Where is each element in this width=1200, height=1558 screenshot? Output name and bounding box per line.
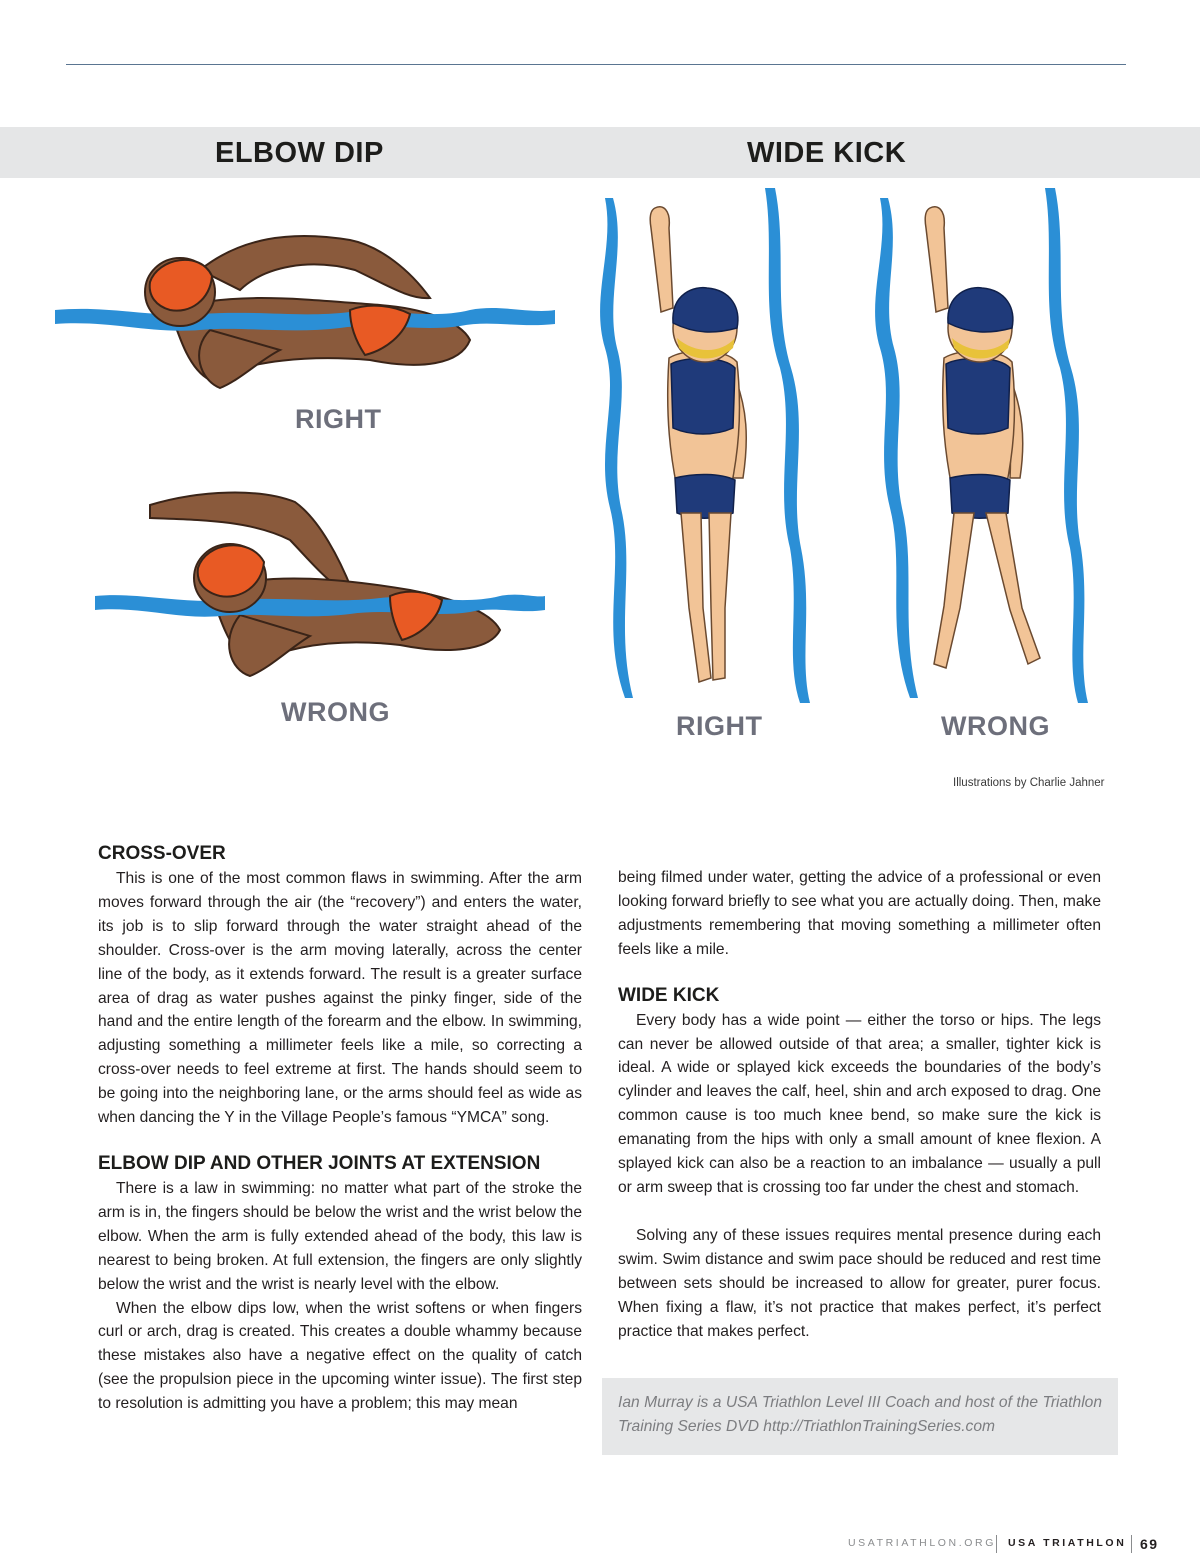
article-column-left <box>98 842 582 1416</box>
elbow-dip-right-illustration <box>50 210 560 400</box>
page-number: 69 <box>1140 1536 1159 1552</box>
footer-divider <box>996 1535 997 1553</box>
wide-kick-paragraph: Every body has a wide point — either the torso or hips. The legs can never be allowed outside of that area; a smaller, tighter kick is ideal. A wide or splayed kick exceeds the boundaries of the body’s cylinder and leaves the calf, heel, shin and arch exposed to drag. One common cause is too much knee bend, so make sure the kick is emanating from the hips with only a small amount of knee flexion. A splayed kick can also be a reaction to an imbalance — usually a pull or arm sweep that is crossing too far under the chest and stomach. <box>618 1011 1101 1196</box>
elbow-dip-header: ELBOW DIP <box>215 137 384 169</box>
water-streak <box>1045 188 1088 703</box>
elbow-dip-paragraph-2-continued: being filmed under water, getting the advice of a professional or even looking forward briefly to see what you are actually doing. Then, make adjustments remembering that moving something a millimeter often feels like a mile. <box>618 869 1101 958</box>
crossover-heading: CROSS-OVER <box>98 843 226 864</box>
wide-kick-heading: WIDE KICK <box>618 984 720 1006</box>
crossover-paragraph: This is one of the most common flaws in swimming. After the arm moves forward through the air (the “recovery”) and enters the water, its job is to slip forward through the water straight ahead of the shoulder. Cross-over is the arm moving laterally, across the center line of the body, as it extends forward. The result is a greater surface area of drag as water pushes against the pinky finger, side of the hand and the entire length of the forearm and the elbow. In swimming, adjusting something a millimeter feels like a mile, so correcting a cross-over needs to feel extreme at first. The hands should seem to be going into the neighboring lane, or the arms should feel as wide as when dancing the Y in the Village People’s famous “YMCA” song. <box>98 870 582 1127</box>
water-streak <box>765 188 810 703</box>
wide-kick-header: WIDE KICK <box>747 137 907 169</box>
author-bio-box <box>602 1378 1118 1455</box>
elbow-dip-paragraph-2: When the elbow dips low, when the wrist softens or when fingers curl or arch, drag is created. This creates a double whammy because these mistakes also have a negative effect on the quality of catch (see the propulsion piece in the upcoming winter issue). The first step to resolution is admitting you have a problem; this may mean <box>98 1299 582 1413</box>
author-bio: Ian Murray is a USA Triathlon Level III Coach and host of the Triathlon Training Series DVD http://TriathlonTrainingSeries.com <box>618 1394 1102 1435</box>
elbow-dip-paragraph-1: There is a law in swimming: no matter what part of the stroke the arm is in, the fingers should be below the wrist and the wrist below the elbow. When the arm is fully extended ahead of the body, this law is nearest to being broken. At full extension, the fingers are only slightly below the wrist and the wrist is nearly level with the elbow. <box>98 1179 582 1293</box>
section-header-band <box>0 127 1200 178</box>
elbow-dip-right-caption: RIGHT <box>295 404 382 434</box>
elbow-dip-heading: ELBOW DIP AND OTHER JOINTS AT EXTENSION <box>98 1152 541 1174</box>
wide-kick-wrong-caption: WRONG <box>941 711 1050 741</box>
elbow-dip-wrong-caption: WRONG <box>281 697 390 727</box>
water-streak <box>600 198 633 698</box>
elbow-dip-wrong-illustration <box>90 480 550 680</box>
footer-magazine-name: USA TRIATHLON <box>1008 1537 1127 1549</box>
illustration-credit: Illustrations by Charlie Jahner <box>953 777 1105 789</box>
water-streak <box>875 198 918 698</box>
wide-kick-right-illustration <box>585 188 835 708</box>
top-rule <box>66 64 1126 65</box>
wide-kick-right-caption: RIGHT <box>676 711 763 741</box>
article-column-right <box>618 866 1101 1343</box>
closing-paragraph: Solving any of these issues requires mental presence during each swim. Swim distance and swim pace should be reduced and rest time between sets should be increased to allow for greater, purer focus. When fixing a flaw, it’s not practice that makes perfect, it’s perfect practice that makes perfect. <box>618 1226 1101 1340</box>
footer-divider <box>1131 1535 1132 1553</box>
footer-website: USATRIATHLON.ORG <box>848 1537 996 1549</box>
wide-kick-wrong-illustration <box>850 188 1110 708</box>
